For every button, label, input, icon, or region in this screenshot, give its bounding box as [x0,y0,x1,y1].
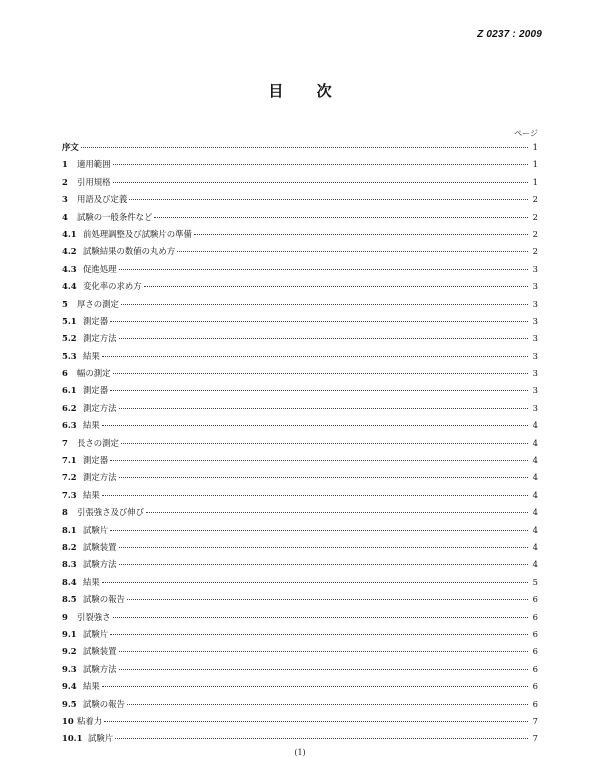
toc-entry-page: 6 [532,681,538,692]
toc-entry[interactable] [62,696,538,713]
dot-leader [127,703,528,705]
toc-entry-label: 変化率の求め方 [83,281,142,292]
toc-entry-page: 6 [532,628,538,639]
toc-entry-page: 4 [532,437,538,448]
toc-entry-label: 試験結果の数値の丸め方 [83,246,176,257]
dot-leader [194,233,528,235]
toc-entry[interactable] [62,139,538,156]
dot-leader [119,668,529,670]
toc-entry-page: 2 [532,228,538,239]
toc-entry-page: 4 [532,507,538,518]
toc-entry[interactable] [62,313,538,330]
toc-entry-page: 4 [532,559,538,570]
toc-entry-number: 9.3 [62,663,77,674]
toc-entry-page: 2 [532,246,538,257]
toc-entry-number: 10 [62,715,74,726]
toc-entry-page: 7 [532,733,538,744]
toc-entry-page: 6 [532,698,538,709]
document-number: Z 0237 : 2009 [477,29,542,40]
toc-entry-label: 試験の一般条件など [77,211,153,222]
dot-leader [119,337,529,339]
toc-entry-number: 9 [62,611,68,622]
toc-entry-number: 5.3 [62,350,77,361]
dot-leader [113,372,529,374]
page-title: 目 次 [268,82,346,100]
toc-entry-label: 試験装置 [83,646,117,657]
toc-entry-label: 試験方法 [83,663,117,674]
toc-entry-label: 粘着力 [77,715,103,726]
toc-entry-number: 1 [62,159,68,170]
toc-entry[interactable] [62,174,538,191]
toc-entry-label: 幅の測定 [77,368,111,379]
toc-entry[interactable] [62,452,538,469]
toc-entry-number: 8.2 [62,541,77,552]
toc-entry-label: 測定方法 [83,333,117,344]
toc-entry[interactable] [62,209,538,226]
page-column-header: ページ [514,129,538,138]
toc-entry-page: 3 [532,281,538,292]
toc-entry-label: 結果 [83,681,100,692]
toc-entry-number: 5 [62,298,68,309]
toc-entry[interactable] [62,156,538,173]
table-of-contents [62,139,538,748]
dot-leader [110,529,528,531]
toc-entry-number: 9.5 [62,698,77,709]
toc-entry-page: 6 [532,646,538,657]
toc-entry[interactable] [62,417,538,434]
dot-leader [119,476,529,478]
toc-entry[interactable] [62,556,538,573]
toc-entry-label: 測定器 [83,455,109,466]
dot-leader [110,459,528,461]
dot-leader [144,285,528,287]
toc-entry-page: 1 [532,142,538,152]
toc-entry-number: 4.3 [62,263,77,274]
toc-entry-page: 6 [532,594,538,605]
toc-entry[interactable] [62,487,538,504]
toc-entry-label: 厚さの測定 [77,298,119,309]
toc-entry[interactable] [62,591,538,608]
toc-entry-page: 3 [532,315,538,326]
toc-entry[interactable] [62,522,538,539]
toc-entry-page: 3 [532,333,538,344]
dot-leader [81,146,528,148]
toc-entry-page: 2 [532,194,538,205]
toc-entry-label: 適用範囲 [77,159,111,170]
toc-entry-label: 引用規格 [77,176,111,187]
toc-entry[interactable] [62,661,538,678]
toc-entry-label: 促進処理 [83,263,117,274]
toc-entry[interactable] [62,643,538,660]
toc-entry-number: 4.1 [62,228,77,239]
toc-entry-number: 8.3 [62,559,77,570]
dot-leader [119,407,529,409]
toc-entry-label: 試験の報告 [83,698,125,709]
toc-entry[interactable] [62,296,538,313]
toc-entry-number: 4.2 [62,246,77,257]
toc-entry-number: 6.2 [62,402,77,413]
dot-leader [146,511,528,513]
toc-entry[interactable] [62,382,538,399]
dot-leader [102,355,528,357]
dot-leader [104,720,528,722]
toc-entry-number: 2 [62,176,68,187]
toc-entry-page: 2 [532,211,538,222]
toc-entry-label: 測定器 [83,315,109,326]
toc-entry-page: 3 [532,263,538,274]
toc-entry-number: 8.5 [62,594,77,605]
toc-entry-label: 前処理調整及び試験片の準備 [83,228,192,239]
dot-leader [127,598,528,600]
toc-entry-label: 試験片 [83,524,109,535]
toc-entry-page: 5 [532,576,538,587]
dot-leader [102,581,528,583]
toc-entry[interactable] [62,574,538,591]
toc-entry-number: 8 [62,507,68,518]
toc-entry-page: 1 [532,159,538,170]
toc-entry-label: 測定方法 [83,402,117,413]
toc-entry-number: 7.2 [62,472,77,483]
toc-entry[interactable] [62,678,538,695]
toc-entry[interactable] [62,261,538,278]
toc-entry-label: 試験片 [88,733,114,744]
toc-entry-number: 5.2 [62,333,77,344]
toc-entry[interactable] [62,504,538,521]
dot-leader [119,563,529,565]
toc-entry-label: 引裂強さ [77,611,111,622]
toc-entry-page: 3 [532,368,538,379]
toc-entry-number: 5.1 [62,315,77,326]
toc-entry-label: 序文 [62,142,79,152]
page-number-footer: (1) [294,748,306,757]
toc-entry-number: 6.1 [62,385,77,396]
toc-entry-number: 4.4 [62,281,77,292]
toc-entry-label: 結果 [83,489,100,500]
dot-leader [121,442,528,444]
toc-entry[interactable] [62,400,538,417]
toc-entry-page: 1 [532,176,538,187]
toc-entry[interactable] [62,365,538,382]
toc-entry-page: 3 [532,385,538,396]
toc-entry-page: 3 [532,298,538,309]
dot-leader [110,389,528,391]
dot-leader [113,181,529,183]
toc-entry-label: 結果 [83,576,100,587]
toc-entry-page: 4 [532,489,538,500]
dot-leader [177,250,528,252]
dot-leader [119,268,529,270]
toc-entry-page: 6 [532,611,538,622]
toc-entry-label: 試験片 [83,628,109,639]
toc-entry-number: 7.1 [62,455,77,466]
toc-entry[interactable] [62,469,538,486]
toc-entry-page: 6 [532,663,538,674]
toc-entry-label: 試験装置 [83,541,117,552]
toc-entry-number: 3 [62,194,68,205]
toc-entry-number: 8.1 [62,524,77,535]
toc-entry-page: 3 [532,350,538,361]
toc-entry-number: 6 [62,368,68,379]
dot-leader [110,633,528,635]
toc-entry-label: 測定方法 [83,472,117,483]
toc-entry-number: 9.4 [62,681,77,692]
dot-leader [129,198,528,200]
dot-leader [121,303,528,305]
toc-entry-number: 7.3 [62,489,77,500]
dot-leader [115,737,528,739]
toc-entry-label: 引張強さ及び伸び [77,507,144,518]
toc-entry-page: 4 [532,420,538,431]
toc-entry[interactable] [62,243,538,260]
toc-entry-page: 4 [532,541,538,552]
toc-entry-label: 結果 [83,420,100,431]
toc-entry-page: 4 [532,472,538,483]
toc-entry-number: 10.1 [62,733,83,744]
toc-entry[interactable] [62,435,538,452]
toc-entry-label: 用語及び定義 [77,194,128,205]
dot-leader [102,494,528,496]
dot-leader [113,163,529,165]
toc-entry-number: 9.1 [62,628,77,639]
dot-leader [119,546,529,548]
toc-entry[interactable] [62,226,538,243]
toc-entry[interactable] [62,626,538,643]
toc-entry[interactable] [62,348,538,365]
toc-entry-label: 結果 [83,350,100,361]
toc-entry[interactable] [62,713,538,730]
toc-entry[interactable] [62,278,538,295]
toc-entry-page: 7 [532,715,538,726]
dot-leader [102,685,528,687]
toc-entry-number: 7 [62,437,68,448]
toc-entry-number: 6.3 [62,420,77,431]
toc-entry-page: 4 [532,455,538,466]
toc-entry-label: 試験の報告 [83,594,125,605]
toc-entry-label: 長さの測定 [77,437,119,448]
toc-entry-page: 4 [532,524,538,535]
toc-entry-page: 3 [532,402,538,413]
dot-leader [102,424,528,426]
toc-entry[interactable] [62,609,538,626]
toc-entry[interactable] [62,330,538,347]
dot-leader [119,650,529,652]
toc-entry[interactable] [62,191,538,208]
dot-leader [113,616,529,618]
toc-entry[interactable] [62,730,538,747]
toc-entry-number: 9.2 [62,646,77,657]
dot-leader [110,320,528,322]
toc-entry-label: 試験方法 [83,559,117,570]
toc-entry-number: 4 [62,211,68,222]
toc-entry-label: 測定器 [83,385,109,396]
dot-leader [154,216,528,218]
toc-entry[interactable] [62,539,538,556]
toc-entry-number: 8.4 [62,576,77,587]
